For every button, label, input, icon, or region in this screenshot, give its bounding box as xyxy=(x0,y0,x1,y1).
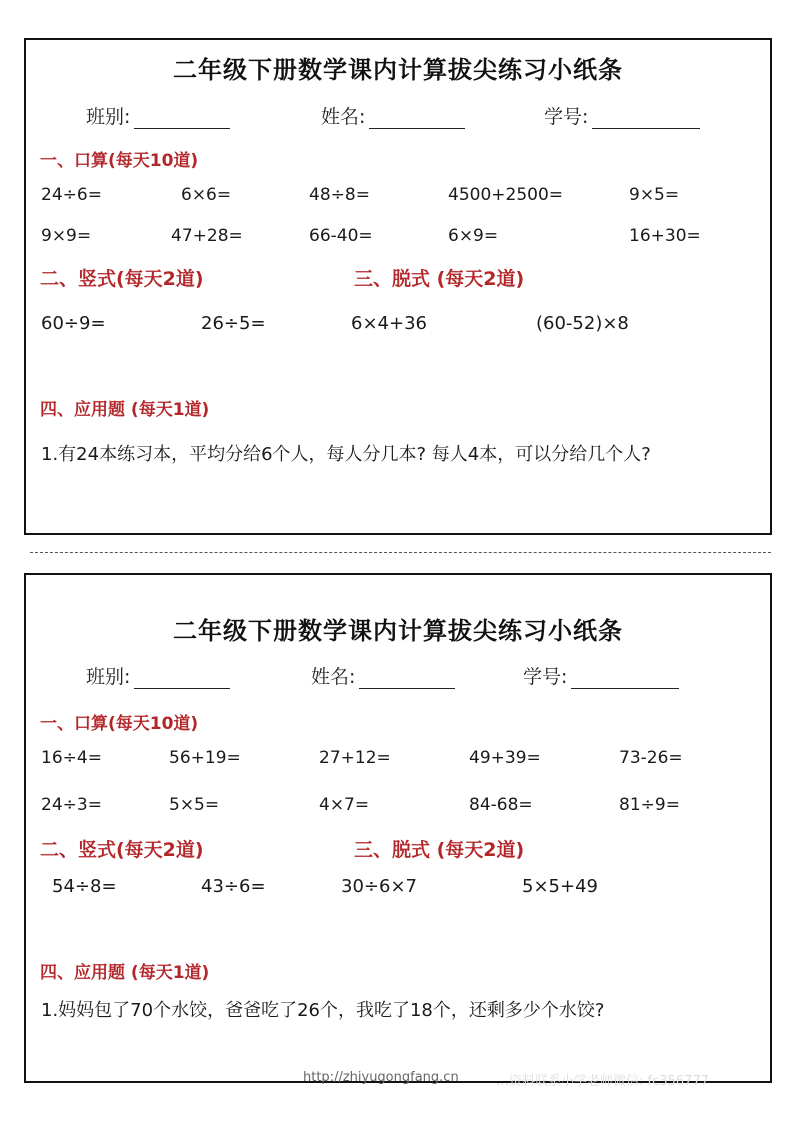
oral-problem: 16+30= xyxy=(629,226,701,246)
calc-problem: 26÷5= xyxy=(201,313,266,334)
section-oral-heading: 一、口算(每天10道) xyxy=(40,714,199,734)
number-label: 学号: xyxy=(523,666,568,688)
calc-problem: 5×5+49 xyxy=(522,876,598,897)
section-vertical-heading: 二、竖式(每天2道) xyxy=(40,268,204,290)
oral-problem: 5×5= xyxy=(169,795,220,815)
oral-problem: 9×9= xyxy=(41,226,92,246)
calc-problem: 54÷8= xyxy=(52,876,117,897)
oral-problem: 81÷9= xyxy=(619,795,680,815)
class-label: 班别: xyxy=(86,666,131,688)
oral-problem: 56+19= xyxy=(169,748,241,768)
section-word-heading: 四、应用题 (每天1道) xyxy=(40,963,210,983)
word-problem: 1.妈妈包了70个水饺，爸爸吃了26个，我吃了18个，还剩多少个水饺? xyxy=(41,1000,605,1021)
section-oral-heading: 一、口算(每天10道) xyxy=(40,151,199,171)
oral-problem: 4500+2500= xyxy=(448,185,564,205)
oral-problem: 84-68= xyxy=(469,795,533,815)
number-input-line[interactable] xyxy=(571,668,679,689)
sheet-title: 二年级下册数学课内计算拔尖练习小纸条 xyxy=(173,56,623,84)
class-field xyxy=(86,662,230,689)
section-word-heading: 四、应用题 (每天1道) xyxy=(40,400,210,420)
calc-problem: 43÷6= xyxy=(201,876,266,897)
oral-problem: 9×5= xyxy=(629,185,680,205)
section-stepwise-heading: 三、脱式 (每天2道) xyxy=(354,839,525,861)
oral-problem: 6×6= xyxy=(181,185,232,205)
class-field xyxy=(86,102,230,129)
watermark-faint-text: …资料联系小学老师微信: fc356777 xyxy=(496,1074,709,1089)
class-label: 班别: xyxy=(86,106,131,128)
worksheet-card-1 xyxy=(24,38,772,535)
name-label: 姓名: xyxy=(321,106,366,128)
oral-problem: 47+28= xyxy=(171,226,243,246)
calc-problem: 60÷9= xyxy=(41,313,106,334)
oral-problem: 73-26= xyxy=(619,748,683,768)
class-input-line[interactable] xyxy=(134,668,230,689)
oral-problem: 6×9= xyxy=(448,226,499,246)
oral-problem: 49+39= xyxy=(469,748,541,768)
oral-problem: 16÷4= xyxy=(41,748,102,768)
name-label: 姓名: xyxy=(311,666,356,688)
oral-problem: 48÷8= xyxy=(309,185,370,205)
oral-problem: 27+12= xyxy=(319,748,391,768)
oral-problem: 66-40= xyxy=(309,226,373,246)
cut-line xyxy=(30,552,771,553)
oral-problem: 24÷3= xyxy=(41,795,102,815)
sheet-title: 二年级下册数学课内计算拔尖练习小纸条 xyxy=(173,617,623,645)
calc-problem: (60-52)×8 xyxy=(536,313,629,334)
section-vertical-heading: 二、竖式(每天2道) xyxy=(40,839,204,861)
worksheet-card-2 xyxy=(24,573,772,1083)
name-field xyxy=(311,662,455,689)
name-input-line[interactable] xyxy=(369,108,465,129)
calc-problem: 30÷6×7 xyxy=(341,876,417,897)
number-field xyxy=(523,662,679,689)
watermark-url: http://zhiyugongfang.cn xyxy=(303,1070,459,1085)
oral-problem: 4×7= xyxy=(319,795,370,815)
calc-problem: 6×4+36 xyxy=(351,313,427,334)
number-field xyxy=(544,102,700,129)
oral-problem: 24÷6= xyxy=(41,185,102,205)
name-field xyxy=(321,102,465,129)
word-problem: 1.有24本练习本，平均分给6个人，每人分几本? 每人4本，可以分给几个人? xyxy=(41,444,651,465)
name-input-line[interactable] xyxy=(359,668,455,689)
number-label: 学号: xyxy=(544,106,589,128)
class-input-line[interactable] xyxy=(134,108,230,129)
number-input-line[interactable] xyxy=(592,108,700,129)
section-stepwise-heading: 三、脱式 (每天2道) xyxy=(354,268,525,290)
